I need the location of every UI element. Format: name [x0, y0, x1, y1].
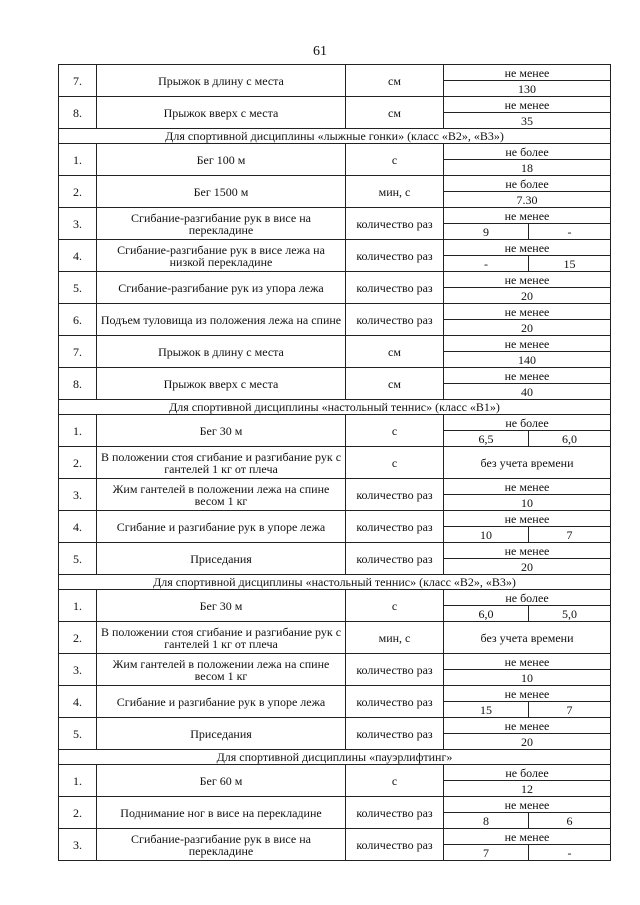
page-number: 61 [313, 44, 327, 59]
table-row [59, 272, 611, 288]
row-number: 2. [59, 447, 97, 479]
exercise-name: Приседания [97, 718, 346, 750]
standard-condition: не менее [444, 829, 611, 845]
table-row [59, 511, 611, 527]
exercise-name: В положении стоя сгибание и разгибание рук с гантелей 1 кг от плеча [97, 447, 346, 479]
row-number: 3. [59, 479, 97, 511]
exercise-name: Подъем туловища из положения лежа на спине [97, 304, 346, 336]
unit-of-measure: количество раз [346, 543, 444, 575]
table-row [59, 65, 611, 81]
section-title: Для спортивной дисциплины «настольный теннис» (класс «В1») [59, 400, 611, 415]
row-number: 2. [59, 176, 97, 208]
unit-of-measure: количество раз [346, 829, 444, 861]
standards-table [58, 64, 611, 861]
unit-of-measure: мин, с [346, 622, 444, 654]
standard-condition: не менее [444, 208, 611, 224]
exercise-name: Прыжок в длину с места [97, 336, 346, 368]
standard-condition: не менее [444, 97, 611, 113]
standard-value: 20 [444, 288, 611, 304]
standard-value: 140 [444, 352, 611, 368]
table-row [59, 368, 611, 384]
standard-condition: не менее [444, 336, 611, 352]
table-row [59, 622, 611, 638]
standard-value: 10 [444, 527, 529, 543]
standard-value: 20 [444, 320, 611, 336]
exercise-name: Бег 30 м [97, 590, 346, 622]
standard-condition: не более [444, 415, 611, 431]
unit-of-measure: см [346, 65, 444, 97]
unit-of-measure: количество раз [346, 240, 444, 272]
standard-condition: не менее [444, 65, 611, 81]
section-title: Для спортивной дисциплины «настольный теннис» (класс «В2», «В3») [59, 575, 611, 590]
row-number: 4. [59, 511, 97, 543]
table-row [59, 654, 611, 670]
standard-condition: не менее [444, 304, 611, 320]
exercise-name: Сгибание-разгибание рук из упора лежа [97, 272, 346, 304]
unit-of-measure: количество раз [346, 654, 444, 686]
standard-condition: не менее [444, 686, 611, 702]
row-number: 1. [59, 590, 97, 622]
standard-value: 130 [444, 81, 611, 97]
standard-value: - [529, 224, 611, 240]
exercise-name: Прыжок вверх с места [97, 97, 346, 129]
table-row [59, 797, 611, 813]
exercise-name: Бег 30 м [97, 415, 346, 447]
section-header-row [59, 750, 611, 765]
standard-value: 7 [529, 527, 611, 543]
row-number: 7. [59, 336, 97, 368]
standards-table-body [59, 65, 611, 861]
standard-condition: не более [444, 590, 611, 606]
unit-of-measure: количество раз [346, 718, 444, 750]
standard-condition: не менее [444, 797, 611, 813]
table-row [59, 543, 611, 559]
unit-of-measure: количество раз [346, 272, 444, 304]
standard-value: 15 [529, 256, 611, 272]
standard-value: 6 [529, 813, 611, 829]
table-row [59, 718, 611, 734]
standard-value: 12 [444, 781, 611, 797]
standard-value: 18 [444, 160, 611, 176]
exercise-name: Сгибание-разгибание рук в висе на перекладине [97, 829, 346, 861]
unit-of-measure: количество раз [346, 304, 444, 336]
unit-of-measure: с [346, 415, 444, 447]
section-title: Для спортивной дисциплины «пауэрлифтинг» [59, 750, 611, 765]
row-number: 6. [59, 304, 97, 336]
table-row [59, 240, 611, 256]
row-number: 5. [59, 718, 97, 750]
standard-condition: не менее [444, 368, 611, 384]
standard-value: 7 [444, 845, 529, 861]
unit-of-measure: см [346, 368, 444, 400]
exercise-name: Сгибание-разгибание рук в висе на перекладине [97, 208, 346, 240]
standard-value: 35 [444, 113, 611, 129]
row-number: 8. [59, 97, 97, 129]
table-row [59, 176, 611, 192]
exercise-name: В положении стоя сгибание и разгибание рук с гантелей 1 кг от плеча [97, 622, 346, 654]
standard-value: 6,0 [444, 606, 529, 622]
standard-condition: не более [444, 144, 611, 160]
standard-value: 7.30 [444, 192, 611, 208]
row-number: 8. [59, 368, 97, 400]
table-row [59, 304, 611, 320]
table-row [59, 144, 611, 160]
table-row [59, 97, 611, 113]
table-row [59, 336, 611, 352]
standard-value: 10 [444, 670, 611, 686]
exercise-name: Бег 100 м [97, 144, 346, 176]
exercise-name: Приседания [97, 543, 346, 575]
table-row [59, 765, 611, 781]
standard-value: 10 [444, 495, 611, 511]
standard-value: 6,0 [529, 431, 611, 447]
table-row [59, 590, 611, 606]
unit-of-measure: с [346, 590, 444, 622]
standard-condition: не менее [444, 240, 611, 256]
standard-value: - [529, 845, 611, 861]
standard-condition: не менее [444, 718, 611, 734]
table-row [59, 447, 611, 463]
table-row [59, 686, 611, 702]
exercise-name: Сгибание-разгибание рук в висе лежа на низкой перекладине [97, 240, 346, 272]
section-title: Для спортивной дисциплины «лыжные гонки» (класс «В2», «В3») [59, 129, 611, 144]
standard-value: 40 [444, 384, 611, 400]
unit-of-measure: количество раз [346, 479, 444, 511]
standard-condition: не менее [444, 654, 611, 670]
unit-of-measure: мин, с [346, 176, 444, 208]
exercise-name: Сгибание и разгибание рук в упоре лежа [97, 511, 346, 543]
table-row [59, 829, 611, 845]
row-number: 4. [59, 240, 97, 272]
row-number: 5. [59, 272, 97, 304]
standard-value: 9 [444, 224, 529, 240]
row-number: 1. [59, 765, 97, 797]
standard-value: 8 [444, 813, 529, 829]
row-number: 3. [59, 654, 97, 686]
unit-of-measure: с [346, 144, 444, 176]
unit-of-measure: см [346, 97, 444, 129]
standard-value: 6,5 [444, 431, 529, 447]
exercise-name: Прыжок в длину с места [97, 65, 346, 97]
standard-note: без учета времени [444, 622, 611, 654]
standard-condition: не менее [444, 479, 611, 495]
standard-condition: не менее [444, 272, 611, 288]
standard-value: 15 [444, 702, 529, 718]
unit-of-measure: количество раз [346, 797, 444, 829]
row-number: 3. [59, 208, 97, 240]
standard-condition: не менее [444, 511, 611, 527]
unit-of-measure: с [346, 447, 444, 479]
row-number: 3. [59, 829, 97, 861]
section-header-row [59, 129, 611, 144]
exercise-name: Жим гантелей в положении лежа на спине весом 1 кг [97, 654, 346, 686]
unit-of-measure: с [346, 765, 444, 797]
unit-of-measure: количество раз [346, 686, 444, 718]
standard-condition: не более [444, 176, 611, 192]
standard-value: - [444, 256, 529, 272]
section-header-row [59, 400, 611, 415]
row-number: 7. [59, 65, 97, 97]
row-number: 2. [59, 622, 97, 654]
table-row [59, 479, 611, 495]
row-number: 5. [59, 543, 97, 575]
section-header-row [59, 575, 611, 590]
row-number: 2. [59, 797, 97, 829]
table-row [59, 415, 611, 431]
unit-of-measure: см [346, 336, 444, 368]
unit-of-measure: количество раз [346, 208, 444, 240]
exercise-name: Поднимание ног в висе на перекладине [97, 797, 346, 829]
standard-note: без учета времени [444, 447, 611, 479]
row-number: 1. [59, 144, 97, 176]
exercise-name: Бег 60 м [97, 765, 346, 797]
exercise-name: Жим гантелей в положении лежа на спине весом 1 кг [97, 479, 346, 511]
standard-value: 20 [444, 734, 611, 750]
unit-of-measure: количество раз [346, 511, 444, 543]
exercise-name: Сгибание и разгибание рук в упоре лежа [97, 686, 346, 718]
exercise-name: Бег 1500 м [97, 176, 346, 208]
standard-value: 20 [444, 559, 611, 575]
standard-condition: не более [444, 765, 611, 781]
table-row [59, 208, 611, 224]
standard-value: 5,0 [529, 606, 611, 622]
row-number: 1. [59, 415, 97, 447]
row-number: 4. [59, 686, 97, 718]
exercise-name: Прыжок вверх с места [97, 368, 346, 400]
standard-value: 7 [529, 702, 611, 718]
standard-condition: не менее [444, 543, 611, 559]
